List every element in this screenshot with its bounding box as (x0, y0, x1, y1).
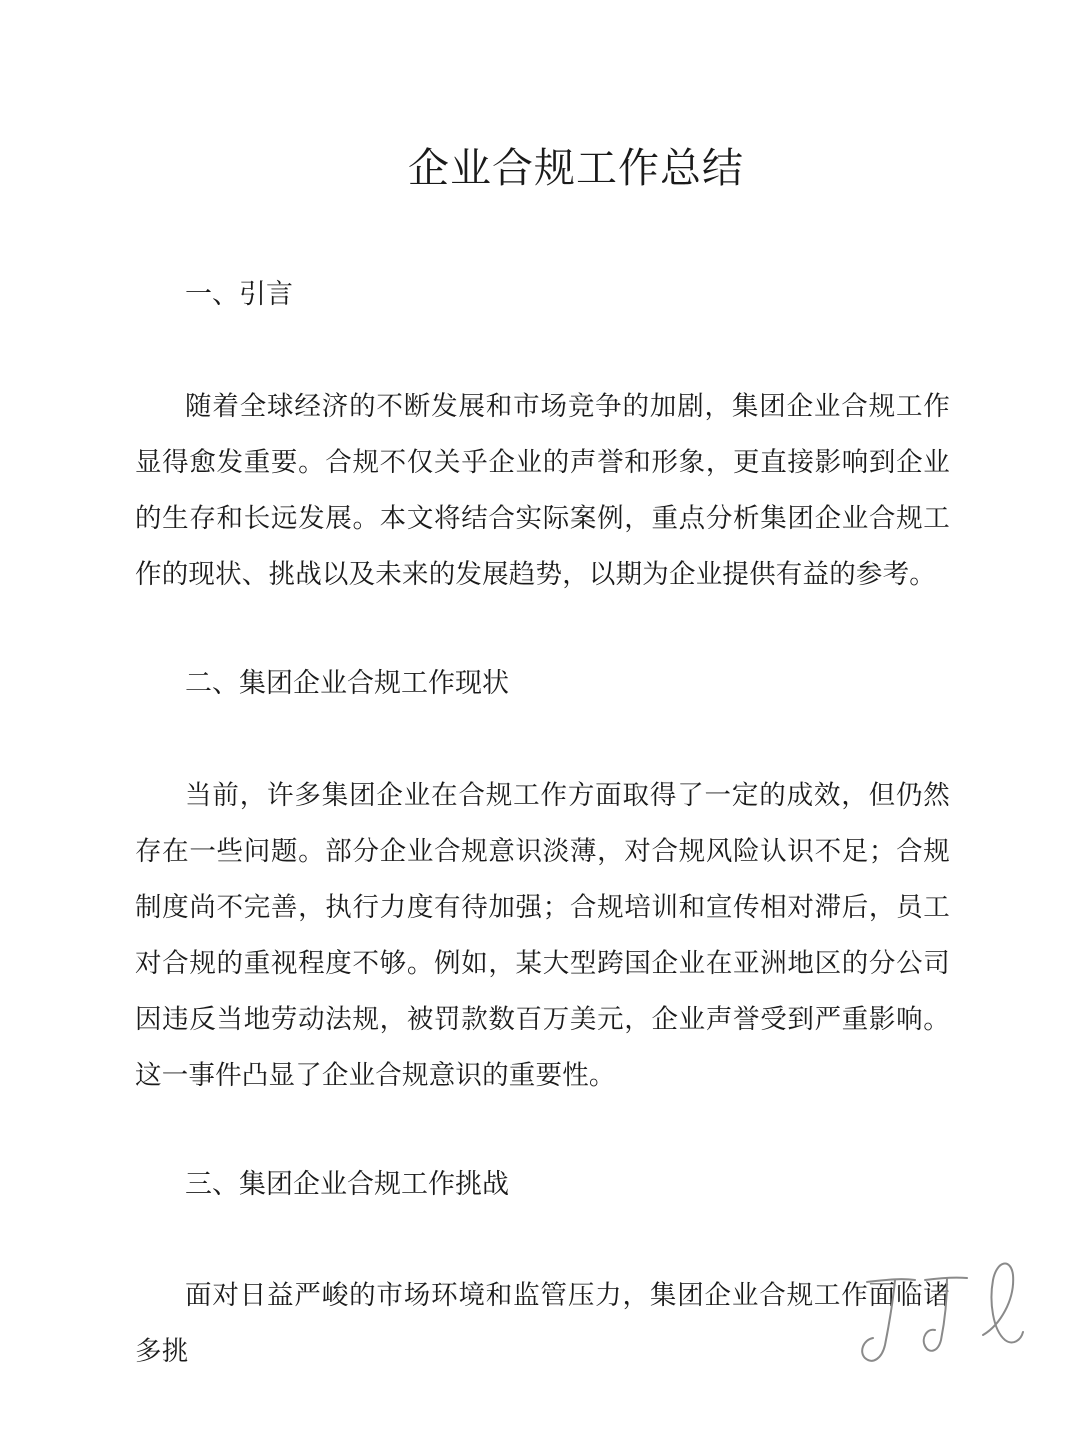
document-title: 企业合规工作总结 (408, 144, 744, 192)
handwritten-signature (855, 1240, 1030, 1380)
section-heading-status: 二、集团企业合规工作现状 (185, 668, 509, 699)
section-paragraph-introduction: 随着全球经济的不断发展和市场竞争的加剧，集团企业合规工作显得愈发重要。合规不仅关乎企业的声誉和形象，更直接影响到企业的生存和长远发展。本文将结合实际案例，重点分析集团企业合规工作的现状、挑战以及未来的发展趋势，以期为企业提供有益的参考。 (135, 391, 950, 590)
section-paragraph-challenges: 面对日益严峻的市场环境和监管压力，集团企业合规工作面临诸多挑 (135, 1280, 950, 1367)
section-heading-introduction: 一、引言 (185, 279, 293, 310)
section-heading-challenges: 三、集团企业合规工作挑战 (185, 1169, 509, 1200)
section-paragraph-status: 当前，许多集团企业在合规工作方面取得了一定的成效，但仍然存在一些问题。部分企业合规意识淡薄，对合规风险认识不足；合规制度尚不完善，执行力度有待加强；合规培训和宣传相对滞后，员工对合规的重视程度不够。例如，某大型跨国企业在亚洲地区的分公司因违反当地劳动法规，被罚款数百万美元，企业声誉受到严重影响。这一事件凸显了企业合规意识的重要性。 (135, 780, 950, 1091)
